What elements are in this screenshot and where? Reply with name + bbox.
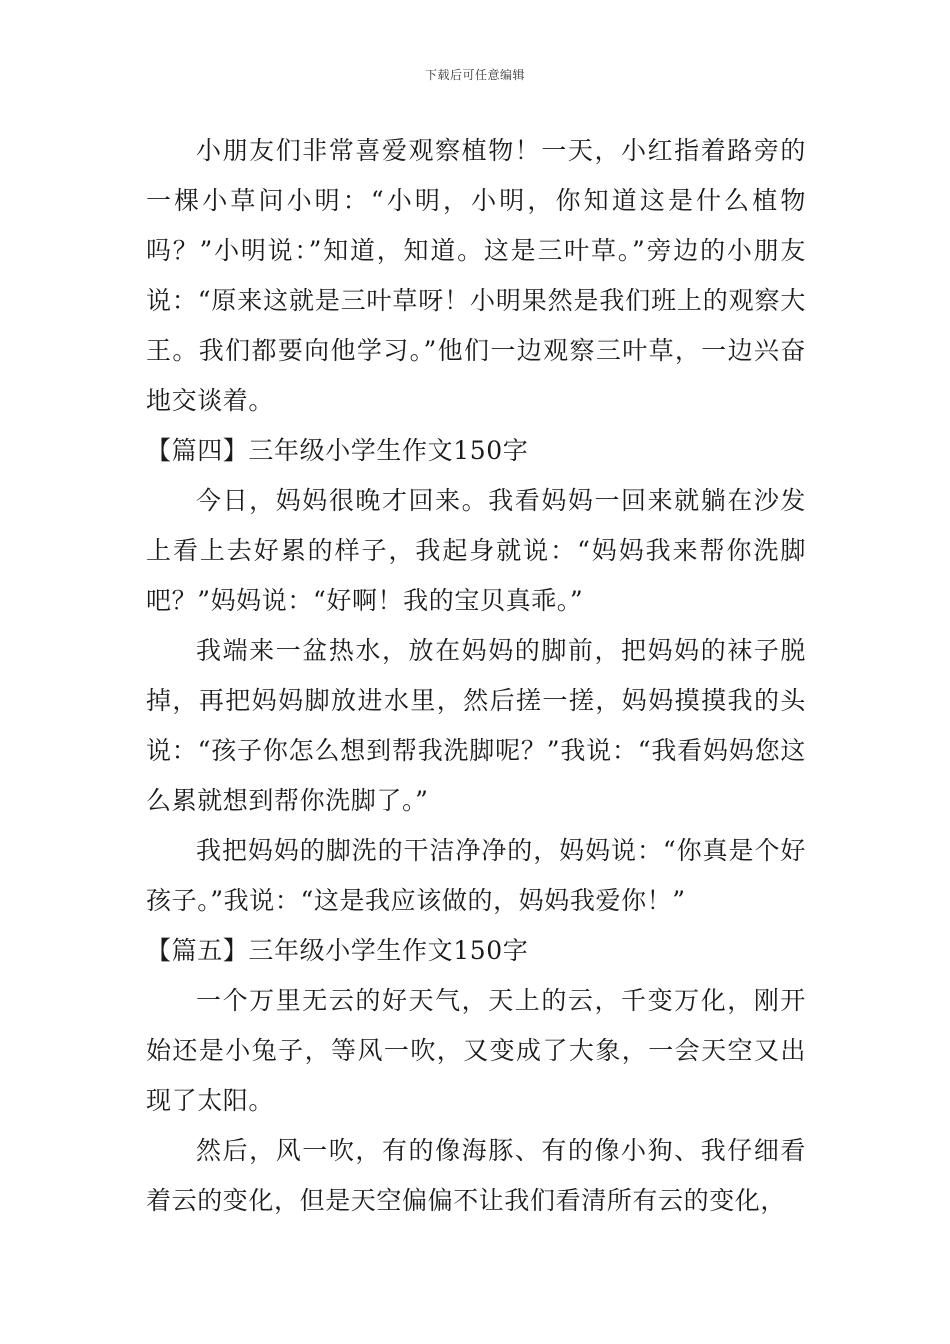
section-heading: 【篇五】三年级小学生作文150字 bbox=[146, 936, 529, 965]
paragraph: 小朋友们非常喜爱观察植物！一天，小红指着路旁的一棵小草问小明：“小明，小明，你知道这是什么植物吗？”小明说：”知道，知道。这是三叶草。”旁边的小朋友说：“原来这就是三叶草呀！小明果然是我们班上的观察大王。我们都要向他学习。”他们一边观察三叶草，一边兴奋地交谈着。 bbox=[146, 136, 806, 415]
paragraph: 然后，风一吹，有的像海豚、有的像小狗、我仔细看着云的变化，但是天空偏偏不让我们看清所有云的变化， bbox=[146, 1136, 806, 1215]
paragraph: 一个万里无云的好天气，天上的云，千变万化，刚开始还是小兔子，等风一吹，又变成了大象，一会天空又出现了太阳。 bbox=[146, 986, 806, 1115]
page-header: 下载后可任意编辑 bbox=[424, 68, 525, 82]
paragraph: 我把妈妈的脚洗的干洁净净的，妈妈说：“你真是个好孩子。”我说：“这是我应该做的，妈妈我爱你！” bbox=[146, 836, 806, 915]
section-heading: 【篇四】三年级小学生作文150字 bbox=[146, 436, 529, 465]
document-body bbox=[146, 126, 806, 1226]
paragraph: 我端来一盆热水，放在妈妈的脚前，把妈妈的袜子脱掉，再把妈妈脚放进水里，然后搓一搓，妈妈摸摸我的头说：“孩子你怎么想到帮我洗脚呢？”我说：“我看妈妈您这么累就想到帮你洗脚了。” bbox=[146, 636, 806, 815]
paragraph: 今日，妈妈很晚才回来。我看妈妈一回来就躺在沙发上看上去好累的样子，我起身就说：“妈妈我来帮你洗脚吧？”妈妈说：“好啊！我的宝贝真乖。” bbox=[146, 486, 806, 615]
